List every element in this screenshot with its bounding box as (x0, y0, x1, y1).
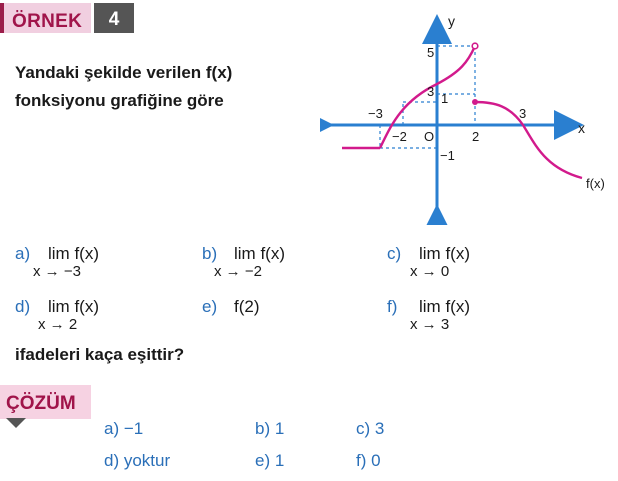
item-b-expr: lim f(x) (234, 244, 285, 263)
tick-neg2: −2 (392, 129, 407, 144)
tick-neg1: −1 (440, 148, 455, 163)
tick-five: 5 (427, 45, 435, 60)
tick-two: 2 (472, 129, 480, 144)
example-badge (0, 3, 91, 33)
item-e-expr: f(2) (234, 297, 260, 316)
item-f-expr: lim f(x) (419, 297, 470, 316)
open-point (472, 43, 478, 49)
item-c-letter: c) (387, 244, 402, 263)
example-number-badge (94, 3, 134, 33)
answer-b: b) 1 (255, 419, 285, 438)
answer-e: e) 1 (255, 451, 285, 470)
item-a-sub: x → −3 (33, 263, 81, 280)
y-axis-label: y (448, 13, 455, 29)
tick-three: 3 (519, 106, 527, 121)
solution-arrow-icon (6, 418, 26, 428)
example-number: 4 (108, 9, 120, 30)
item-d-letter: d) (15, 297, 31, 316)
solution-label: ÇÖZÜM (6, 393, 76, 414)
question-closing: ifadeleri kaça eşittir? (15, 345, 185, 364)
tick-one: 1 (441, 91, 449, 106)
item-a-expr: lim f(x) (48, 244, 99, 263)
question-line-1: Yandaki şekilde verilen f(x) (15, 63, 233, 82)
example-label: ÖRNEK (12, 11, 83, 32)
item-b-letter: b) (202, 244, 218, 263)
solution-badge (0, 385, 91, 419)
tick-y-three: 3 (427, 84, 435, 99)
item-d-expr: lim f(x) (48, 297, 99, 316)
closed-point (472, 99, 478, 105)
answer-f: f) 0 (356, 451, 381, 470)
item-c-sub: x → 0 (410, 263, 450, 280)
function-graph (320, 10, 615, 225)
item-a-letter: a) (15, 244, 31, 263)
item-e-letter: e) (202, 297, 218, 316)
tick-origin: O (424, 129, 435, 144)
x-axis-label: x (578, 120, 585, 136)
answer-a: a) −1 (104, 419, 144, 438)
item-f-sub: x → 3 (410, 316, 450, 333)
item-c-expr: lim f(x) (419, 244, 470, 263)
function-label: f(x) (586, 176, 605, 191)
answer-c: c) 3 (356, 419, 385, 438)
item-f-letter: f) (387, 297, 398, 316)
question-line-2: fonksiyonu grafiğine göre (15, 91, 224, 110)
item-d-sub: x → 2 (38, 316, 78, 333)
item-b-sub: x → −2 (214, 263, 262, 280)
tick-neg3: −3 (368, 106, 383, 121)
answer-d: d) yoktur (104, 451, 171, 470)
